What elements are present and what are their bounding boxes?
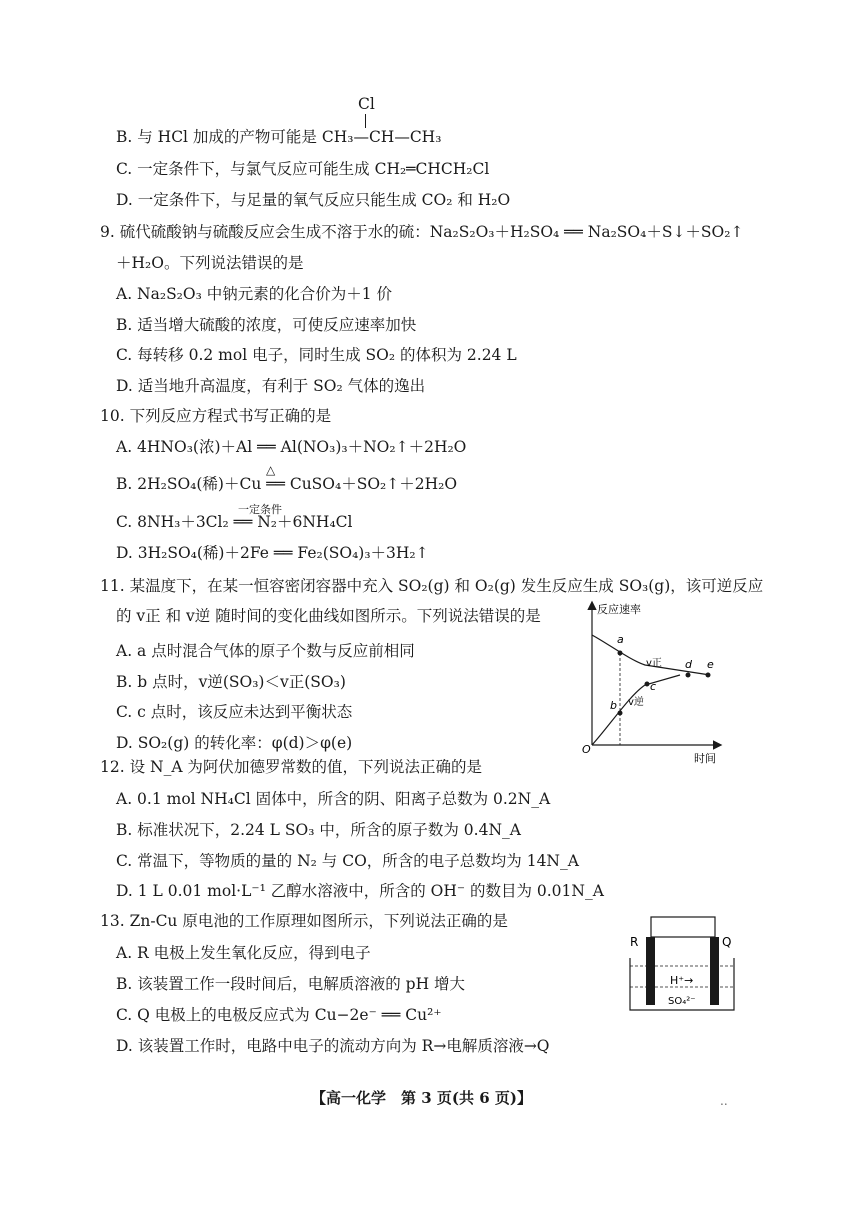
- q9-option-b: B. 适当增大硫酸的浓度，可使反应速率加快: [116, 316, 417, 334]
- q13-option-a: A. R 电极上发生氧化反应，得到电子: [116, 944, 371, 962]
- q11-option-d: D. SO₂(g) 的转化率：φ(d)＞φ(e): [116, 734, 353, 752]
- q10-option-c: C. 8NH₃＋3Cl₂ ══ N₂＋6NH₄Cl: [116, 513, 353, 531]
- q12-option-a: A. 0.1 mol NH₄Cl 固体中，所含的阴、阳离子总数为 0.2N_A: [116, 790, 551, 808]
- q12-option-d: D. 1 L 0.01 mol·L⁻¹ 乙醇水溶液中，所含的 OH⁻ 的数目为 0.01N_A: [116, 882, 604, 900]
- q13-option-b: B. 该装置工作一段时间后，电解质溶液的 pH 增大: [116, 975, 466, 993]
- q9-stem-line1: 9. 硫代硫酸钠与硫酸反应会生成不溶于水的硫：Na₂S₂O₃＋H₂SO₄ ══ Na₂SO₄＋S↓＋SO₂↑: [100, 223, 744, 241]
- q8-option-c: C. 一定条件下，与氯气反应可能生成 CH₂═CHCH₂Cl: [116, 160, 490, 178]
- q13-stem: 13. Zn-Cu 原电池的工作原理如图所示，下列说法正确的是: [100, 912, 508, 930]
- v-reverse-curve: [592, 675, 680, 745]
- q10-option-b: B. 2H₂SO₄(稀)＋Cu ══ CuSO₄＋SO₂↑＋2H₂O: [116, 475, 458, 493]
- anion-label: SO₄²⁻: [668, 996, 696, 1007]
- q8-cl-label: Cl: [358, 95, 375, 113]
- q10-option-a: A. 4HNO₃(浓)＋Al ══ Al(NO₃)₃＋NO₂↑＋2H₂O: [116, 438, 467, 456]
- label-c: c: [650, 680, 657, 693]
- point-a: [618, 651, 623, 656]
- q10-option-d: D. 3H₂SO₄(稀)＋2Fe ══ Fe₂(SO₄)₃＋3H₂↑: [116, 544, 429, 562]
- q12-option-b: B. 标准状况下，2.24 L SO₃ 中，所含的原子数为 0.4N_A: [116, 821, 521, 839]
- point-b: [618, 711, 623, 716]
- wire: [651, 917, 715, 937]
- q12-stem: 12. 设 N_A 为阿伏加德罗常数的值，下列说法正确的是: [100, 758, 482, 776]
- q10-option-b-condition: △: [266, 463, 276, 477]
- q8-option-b: B. 与 HCl 加成的产物可能是 CH₃—CH—CH₃: [116, 128, 442, 146]
- x-axis-label: 时间: [694, 752, 716, 765]
- q11-option-a: A. a 点时混合气体的原子个数与反应前相同: [116, 642, 415, 660]
- q11-option-b: B. b 点时，v逆(SO₃)＜v正(SO₃): [116, 673, 346, 691]
- label-b: b: [610, 699, 617, 712]
- q11-stem-line2: 的 v正 和 v逆 随时间的变化曲线如图所示。下列说法错误的是: [116, 607, 541, 625]
- cation-label: H⁺→: [670, 974, 694, 987]
- q12-option-c: C. 常温下，等物质的量的 N₂ 与 CO，所含的电子总数均为 14N_A: [116, 852, 579, 870]
- q11-stem-line1: 11. 某温度下，在某一恒容密闭容器中充入 SO₂(g) 和 O₂(g) 发生反应生成 SO₃(g)，该可逆反应: [100, 577, 764, 595]
- electrode-r-label: R: [630, 935, 639, 949]
- y-axis-label: 反应速率: [597, 603, 641, 616]
- electrode-q-label: Q: [722, 935, 732, 949]
- q9-stem-line2: ＋H₂O。下列说法错误的是: [116, 254, 304, 272]
- q8-cl-bond: [365, 114, 366, 128]
- point-d: [686, 673, 691, 678]
- v-forward-curve: [592, 635, 710, 675]
- point-c: [645, 682, 650, 687]
- q13-option-d: D. 该装置工作时，电路中电子的流动方向为 R→电解质溶液→Q: [116, 1037, 550, 1055]
- origin-label: O: [582, 743, 591, 756]
- q10-option-c-condition: 一定条件: [238, 503, 282, 516]
- v-reverse-label: v逆: [628, 697, 644, 708]
- page-footer: 【高一化学 第 3 页(共 6 页)】: [311, 1089, 532, 1107]
- electrode-r: [646, 937, 655, 1005]
- point-e: [706, 673, 711, 678]
- q9-option-c: C. 每转移 0.2 mol 电子，同时生成 SO₂ 的体积为 2.24 L: [116, 346, 517, 364]
- label-a: a: [617, 633, 624, 646]
- v-forward-label: v正: [646, 658, 662, 669]
- rate-time-graph: [570, 595, 730, 765]
- corner-mark: ..: [720, 1094, 728, 1108]
- q13-option-c: C. Q 电极上的电极反应式为 Cu−2e⁻ ══ Cu²⁺: [116, 1006, 442, 1024]
- galvanic-cell-diagram: [622, 910, 742, 1020]
- label-e: e: [707, 658, 714, 671]
- q10-stem: 10. 下列反应方程式书写正确的是: [100, 407, 332, 425]
- q11-option-c: C. c 点时，该反应未达到平衡状态: [116, 703, 353, 721]
- q9-option-d: D. 适当地升高温度，有利于 SO₂ 气体的逸出: [116, 377, 426, 395]
- q8-option-d: D. 一定条件下，与足量的氧气反应只能生成 CO₂ 和 H₂O: [116, 191, 511, 209]
- label-d: d: [685, 658, 692, 671]
- q9-option-a: A. Na₂S₂O₃ 中钠元素的化合价为＋1 价: [116, 285, 393, 303]
- electrode-q: [710, 937, 719, 1005]
